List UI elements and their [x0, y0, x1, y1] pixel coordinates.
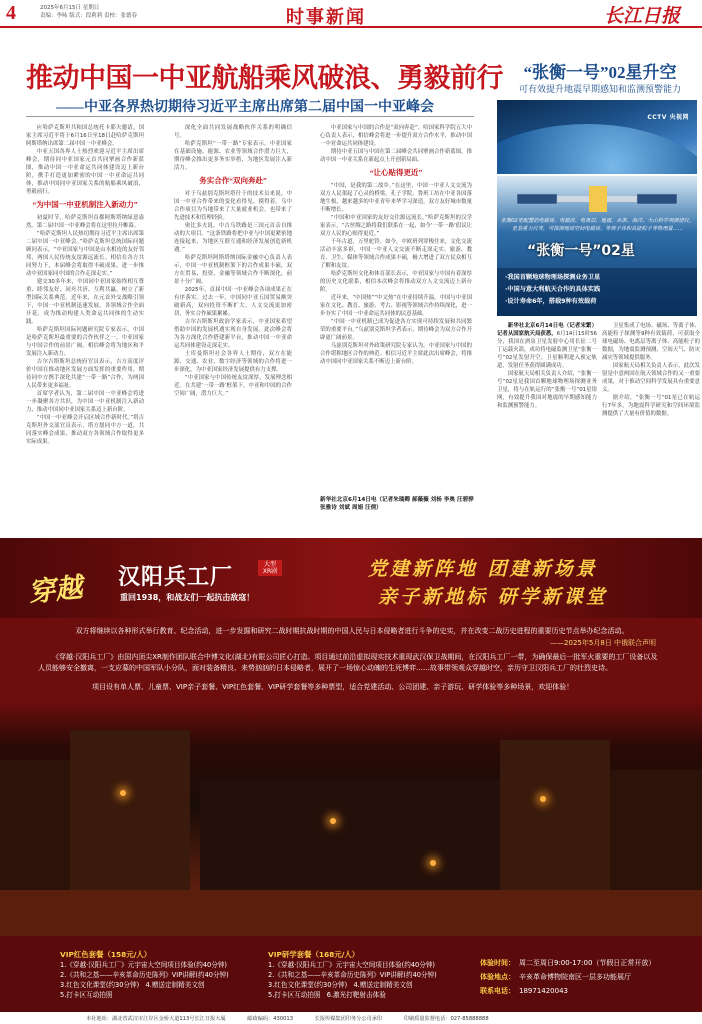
paragraph: 2025年，首届中国一中亚峰会各项成果正在有序落实。过去一年，中国同中亚五国贸易额突破新高，双向投资不断扩大，人文交流更加密切，务实合作硕果累累。	[174, 287, 292, 317]
paragraph: 国家航天局相关负责人表示，此次发射是中意两国在航天领域合作的又一重要成果，对于推动空间科学发展具有重要意义。	[602, 363, 700, 393]
info-time: 周二至周日9:00-17:00（节假日正常开放）	[519, 959, 656, 967]
footer-phone: 印刷质量监督电话：027-85888888	[403, 1016, 489, 1022]
ad-info	[480, 956, 690, 998]
paragraph: 对于乌兹别克斯坦塔什干的技术员来说，中国一中亚合作带来的变化看得见、摸得着。乌中合作项目为当地带来了大量就业机会，也带来了先进技术和管理经验。	[174, 191, 292, 221]
package-line: 1.《穿越·汉阳兵工厂》元宇宙大空间项目体验(约40分钟)	[268, 961, 435, 969]
dateline: 新华社北京6月14日电（记者宋繁）记者从国家航天局获悉，	[497, 323, 597, 337]
satellite-icon	[497, 176, 697, 246]
headline-divider	[26, 116, 474, 117]
page-footer	[0, 1012, 702, 1024]
sidebar-column-1	[497, 322, 597, 512]
paragraph: 乌兹别克斯坦对外政策研究院专家认为，中亚国家与中国的合作堪称地区合作的典范。相信习近平主席此次出席峰会，将推动中国同中亚国家关系不断迈上新台阶。	[320, 343, 472, 365]
sidebar-subheadline: 可有效提升地震早期感知和监测预警能力	[518, 85, 681, 95]
paragraph: “中国和中亚国家的友好交往源远流长。”哈萨克斯坦的汉学家表示，“古丝绸之路将我们联系在一起，如今‘一带一路’倡议让双方人民的心贴得更近。”	[320, 215, 472, 237]
sidebar-column-2	[602, 322, 700, 512]
section-subhead: “让心贴得更近”	[369, 168, 423, 177]
header-date: 2025年6月15日 星期日	[40, 5, 100, 11]
info-label: 体验时间：	[480, 959, 515, 967]
article-column-3	[320, 124, 472, 494]
satellite-caption: 张衡02星配置的电磁场、电磁波、电离层、地震、水准、海洋、大山科学观测谱仪、星基重力仪等，可探测地球空间电磁场、等离子体和高能粒子等物理量……	[500, 218, 695, 232]
package-study	[268, 950, 468, 1000]
package-line: 2.《共和之基——辛亥革命历史陈列》VIP讲解(约40分钟)	[268, 971, 437, 979]
paragraph: “中国一中亚机制已成为促进各方实现可持续发展和共同繁荣的重要平台。”乌兹别克斯坦学者表示，期待峰会为双方合作开辟更广阔前景。	[320, 319, 472, 341]
bullet-item: ·设计寿命6年，搭载9种有效载荷	[505, 298, 597, 305]
ad-intro-source: ——2025年5月8日 中俄联合声明	[550, 639, 656, 647]
paragraph: 初夏时节，哈萨克斯坦首都阿斯塔纳绿意盎然。第二届中国一中亚峰会将在这里拉开帷幕。	[26, 215, 144, 229]
package-line: 4.赠送定制精美文创	[145, 981, 205, 989]
bullet-item: ·中国与意大利航天合作的具体实践	[505, 286, 601, 293]
paragraph: 千年古道，万里驼铃。如今，中欧班列穿梭往来，文化交流活动丰富多彩，中国一中亚人文交流不断走深走实。旅游、教育、卫生、媒体等领域合作成果丰硕，极大增进了双方民众相互了解和友谊。	[320, 239, 472, 269]
paragraph: “中国，是我的第二故乡。”在这里，中国一中亚人文交流为双方人民架起了心灵的桥梁。孔子学院、鲁班工坊在中亚各国落地生根，越来越多的中亚青年来华学习深造，双方友好城市数量不断增长。	[320, 183, 472, 213]
page-header	[0, 0, 702, 28]
paragraph: 哈萨克斯坦文化和体育部长表示，中亚国家与中国有着深厚的历史文化联系，相信本次峰会将推动双方人文交流迈上新台阶。	[320, 271, 472, 293]
advertisement	[0, 538, 702, 1024]
package-line: 3.红色文化课堂(约30分钟)	[268, 981, 348, 989]
package-line: 3.红色文化课堂(约30分钟)	[60, 981, 140, 989]
ad-brand-tag: 大型XR剧	[258, 560, 282, 576]
header-meta	[40, 4, 220, 20]
paragraph: 6月14日15时56分，我国在酒泉卫星发射中心用长征二号丁运载火箭，成功将电磁监测卫星“张衡一号”02星发射升空。卫星顺利进入预定轨道，发射任务获得圆满成功。	[497, 331, 597, 369]
ad-intro-quote: 双方将继续以各种形式举行教育、纪念活动，进一步发掘和研究二战时期抗战时期的中国人民与日本侵略者进行斗争的史实，并在改变二战历史进程的重要历史节点举办纪念活动。	[75, 627, 629, 635]
package-red	[60, 950, 270, 1000]
header-editors: 责编：李咏 版式：段莉莉 责校：张德春	[40, 13, 137, 19]
package-title: VIP研学套餐（168元/人）	[268, 950, 360, 959]
package-line: 2.《共和之基——辛亥革命历史陈列》VIP讲解(约40分钟)	[60, 971, 229, 979]
info-label: 联系电话：	[480, 987, 515, 995]
ad-brand-subtitle: 重回1938，和战友们一起抗击敌寇！	[120, 593, 255, 602]
info-label: 体验地点：	[480, 973, 515, 981]
paragraph: “中亚国家与中国传统友谊深厚，发展理念相近。在共建‘一带一路’框架下，中亚和中国的合作空间广阔，潜力巨大。”	[174, 375, 292, 397]
cctv-logo: CCTV 央视网	[647, 114, 689, 121]
package-line: 6.激光打靶射击体验	[326, 991, 386, 999]
bullet-item: ·我国首颗地球物理场探测业务卫星	[505, 274, 601, 281]
section-subhead: 务实合作“双向奔赴”	[199, 176, 267, 185]
paragraph: 期待中亚五国与中国在第二届峰会共同擘画合作新蓝图，推动中国一中亚关系在新起点上开创新局面。	[320, 149, 472, 163]
ad-description: 《穿越·汉阳兵工厂》由国内顶尖XR制作团队联合中博文化(湖北)有限公司匠心打造。项目通过前沿虚拟现实技术重现武汉保卫战期间，在汉阳兵工厂一带，为确保最后一批军火重要的工厂设备以及人员能够安全撤离，一支应募的中国军队小分队，面对装备精良、来势汹汹的日本侵略者，展开了一场惊心动魄的生死博弈……故事带领观众穿越时空，亲历守卫汉阳兵工厂的壮烈史诗。	[38, 653, 658, 672]
page-number: 4	[6, 2, 16, 24]
paragraph: 土库曼斯坦社会各界人士期待，双方在能源、交通、农业、数字经济等领域的合作将进一步深化，为中亚国家经济发展提供有力支撑。	[174, 351, 292, 373]
sidebar-headline: “张衡一号”02星升空	[523, 63, 677, 82]
paragraph: 近年来，“中国热”“中文热”在中亚持续升温。中国与中亚国家在文化、教育、旅游、考古、影视等领域合作持续深化，进一步夯实了中国一中亚命运共同体的民意基础。	[320, 295, 472, 317]
paragraph: 应哈萨克斯坦共和国总统托卡耶夫邀请，国家主席习近平将于6月16日至18日赴哈萨克斯坦阿斯塔纳出席第二届中国一中亚峰会。	[26, 125, 144, 147]
newspaper-logo: 长江日报	[604, 6, 681, 27]
paragraph: “中国一中亚峰会开启区域合作新时代。”塔吉克斯坦外交部官员表示，塔方愿同中方一道，共同落实峰会成果，推动双方各领域合作取得更多实际成果。	[26, 415, 144, 445]
package-line: 1.《穿越·汉阳兵工厂》元宇宙大空间项目体验(约40分钟)	[60, 961, 227, 969]
main-headline: 推动中国一中亚航船乘风破浪、勇毅前行	[26, 63, 503, 93]
paragraph: 哈萨克斯坦“一带一路”专家表示，中亚国家在基础设施、能源、农业等领域合作潜力巨大，期待峰会推出更多务实举措，为地区发展注入新活力。	[174, 141, 292, 171]
paragraph: “哈萨克斯坦人民热切期待习近平主席出席第二届中国一中亚峰会。”哈萨克斯坦总统国际问题顾问表示，“中亚国家与中国是山水相连的友好邻邦，两国人民传统友谊源远流长。相信在各方共同努力下，本届峰会将取得丰硕成果，进一步推动中亚国家同中国的合作走深走实。”	[26, 231, 144, 277]
package-line: 5.打卡区互动拍照	[268, 991, 321, 999]
ad-war-scene-image	[0, 700, 702, 936]
paragraph: 哈萨克斯坦阿斯塔纳国际金融中心负责人表示，中国一中亚机制框架下的合作成果丰硕，双方在贸易、投资、金融等领域合作不断深化，前景十分广阔。	[174, 255, 292, 285]
ad-banner	[0, 538, 702, 618]
paragraph: 深化全面共同发展战略伙伴关系的明确信号。	[174, 125, 292, 139]
footer-printer: 长报传媒集团印务分公司承印	[314, 1016, 383, 1022]
ad-slogan-2: 亲子新地标 研学新课堂	[378, 586, 608, 608]
package-line: 4.赠送定制精美文创	[353, 981, 413, 989]
ad-brand-title: 汉阳兵工厂	[118, 564, 234, 589]
paragraph: 国家航天局相关负责人介绍，“张衡一号”02星是我国首颗地球物理场探测业务卫星，将与在轨运行的“张衡一号”01星组网，有效提升我国对地震的早期感知能力和监测预警能力。	[497, 371, 597, 409]
ad-packages	[0, 936, 702, 1024]
section-subhead: “为中国一中亚机制注入新动力”	[32, 200, 138, 209]
paragraph: 哈萨克斯坦国际问题研究院专家表示，中国是哈萨克斯坦最重要的合作伙伴之一，中亚国家与中国合作的前景广阔。相信峰会将为地区和平发展注入新动力。	[26, 327, 144, 357]
satellite-photo-top	[497, 100, 697, 174]
info-phone: 18971420043	[519, 987, 568, 995]
ad-chuanyue-logo: 穿越	[26, 572, 84, 608]
footer-post: 邮政编码：430013	[247, 1016, 293, 1022]
paragraph: 据介绍，“张衡一号”01星已在轨运行7年多，为地震科学研究和空间环境监测提供了大量有价值的数据。	[602, 395, 700, 417]
footer-address: 本社地址：湖北省武汉市江岸区金桥大道113号长江日报大厦	[86, 1016, 226, 1022]
paragraph: 吉尔吉斯斯坦政治学家表示，中亚国家希望借助中国的发展机遇实现自身发展。此次峰会将为各方深化合作搭建新平台，推动中国一中亚命运共同体建设走深走实。	[174, 319, 292, 349]
ad-ticket-types: 项目设有单人票、儿童票、VIP亲子套餐、VIP红色套餐、VIP研学套餐等多种票型，适合党建活动、公司团建、亲子游玩、研学体验等多种场景，欢迎体验！	[92, 683, 574, 691]
paragraph: 中亚五国各界人士热烈欢迎习近平主席出席峰会，期待同中亚国家元首共同擘画合作新蓝图，推动中国一中亚命运共同体建设迈上新台阶，携手打造更加紧密的中国一中亚命运共同体，推动中国同中亚国家关系的航船乘风破浪、勇毅前行。	[26, 149, 144, 195]
earth-graphic	[497, 124, 697, 174]
paragraph: 卫星集成了电场、磁场、等离子体、高能粒子探测等9种有效载荷，可获取全球电磁场、电离层等离子体、高能粒子的数据，为地震监测预测、空间天气、防灾减灾等领域提供服务。	[602, 323, 700, 361]
main-subheadline: ——中亚各界热切期待习近平主席出席第二届中国一中亚峰会	[56, 100, 434, 115]
section-title: 时事新闻	[286, 7, 366, 27]
article-byline: 新华社北京6月14日电（记者朱瑞卿 郝薇薇 刘杨 李奥 汪碧骅 张雅诗 刘斌 周娟 汪倩）	[320, 497, 474, 511]
paragraph: 首席学者认为，第二届中国一中亚峰会将进一步凝聚各方共识，为中国一中亚机制注入新动力，推动中国同中亚国家关系迈上新台阶。	[26, 391, 144, 413]
package-title: VIP红色套餐（158元/人）	[60, 950, 152, 959]
info-place: 辛亥革命博物院南区一层多功能展厅	[519, 973, 631, 981]
ad-slogan-1: 党建新阵地 团建新场景	[368, 558, 598, 580]
paragraph: 中亚国家与中国的合作是“双向奔赴”。哈国家科学院五大中心负责人表示，相信峰会将进一步提升双方合作水平，推动中国一中亚命运共同体建设。	[320, 125, 472, 147]
paragraph: 吉尔吉斯斯坦总统府官员表示，吉方高度评价中国在推动地区发展方面发挥的重要作用，期待同中方携手深化共建“一带一路”合作，为两国人民带来更多福祉。	[26, 359, 144, 389]
satellite-name: “张衡一号”02星	[527, 243, 635, 259]
satellite-infographic	[497, 176, 697, 316]
package-line: 5.打卡区互动拍照	[60, 991, 113, 999]
paragraph: 奥比多夫说，中吉乌铁路是三国元首亲自推动的大项目。“这条铁路将把中亚与中国更紧密地连接起来，为地区互联互通和经济发展创造新机遇。”	[174, 223, 292, 253]
paragraph: 建交30多年来，中国同中亚国家始终相互尊重、睦邻友好、同舟共济、互利共赢，树立了新型国际关系典范。近年来，在元首外交战略引领下，中国一中亚机制迅速发展，各领域合作全面开花，成为推动构建人类命运共同体的生动实践。	[26, 279, 144, 325]
